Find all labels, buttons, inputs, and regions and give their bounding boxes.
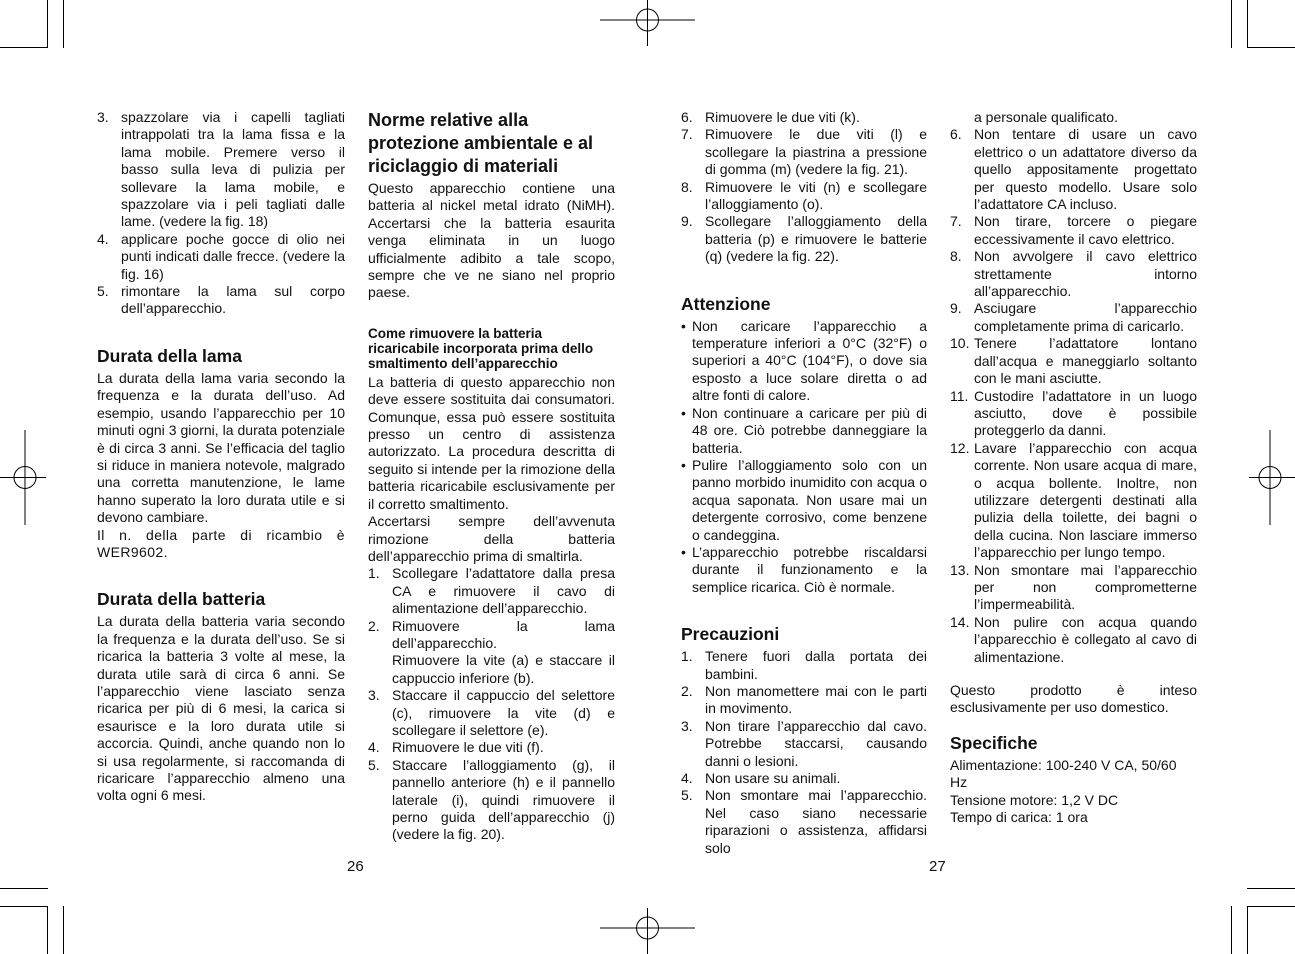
page-number: 27 xyxy=(929,858,946,875)
list-item: 9. Asciugare l’apparecchio completamente prima di caricarlo. xyxy=(950,300,1197,334)
battery-removal-steps-continued xyxy=(681,109,927,266)
list-item: 4. applicare poche gocce di olio nei punti indicati dalle frecce. (vedere la fig. 16) xyxy=(97,230,345,282)
crop-mark xyxy=(1247,47,1295,48)
list-item: 10. Tenere l’adattatore lontano dall’acqua e maneggiarlo soltanto con le mani asciutte. xyxy=(950,335,1197,387)
list-item: • Non continuare a caricare per più di 48 ore. Ciò potrebbe danneggiare la batteria. xyxy=(681,404,927,456)
page-27-column-1 xyxy=(681,109,927,857)
list-item: 7. Rimuovere le due viti (l) e scollegare la piastrina a pressione di gomma (m) (vedere la fig. 21). xyxy=(681,126,927,178)
list-item-continued: a personale qualificato. xyxy=(974,109,1118,125)
battery-removal-steps xyxy=(368,565,615,844)
spec-line: Tensione motore: 1,2 V DC xyxy=(950,791,1119,808)
list-item: 3. spazzolare via i capelli tagliati intrappolati tra la lama fissa e la lama mobile. Premere verso il basso sulla leva di pulizia per sollevare la lama mobile, e spazzolare via i peli tagliati dalle lame. (vedere la fig. 18) xyxy=(97,109,345,230)
list-item: 3. Staccare il cappuccio del selettore (c), rimuovere la vite (d) e scollegare il selettore (e). xyxy=(368,687,615,738)
list-item: 5. rimontare la lama sul corpo dell’apparecchio. xyxy=(97,283,345,317)
list-item: 5. Non smontare mai l’apparecchio. Nel caso siano necessarie riparazioni o assistenza, affidarsi solo xyxy=(681,787,927,856)
page-26-column-1 xyxy=(97,109,345,805)
section-heading: Specifiche xyxy=(950,732,1038,753)
list-item: • Pulire l’alloggiamento solo con un panno morbido inumidito con acqua o acqua saponata. Non usare mai un detergente corrosivo, come benzene o candeggina. xyxy=(681,456,927,543)
paragraph: Accertarsi sempre dell’avvenuta rimozione della batteria dell’apparecchio prima di smaltirla. xyxy=(368,513,615,564)
registration-mark-icon xyxy=(0,430,48,525)
registration-mark-icon xyxy=(600,906,695,954)
list-item: • Non caricare l’apparecchio a temperature inferiori a 0°C (32°F) o superiori a 40°C (104°F), o dove sia esposto a luce solare diretta o ad altre fonti di calore. xyxy=(681,317,927,404)
paragraph: La durata della batteria varia secondo la frequenza e la durata dell’uso. Se si ricarica la batteria 3 volte al mese, la durata utile sarà di circa 6 anni. Se l’apparecchio viene lasciato senza ricarica per più di 6 mesi, la carica si esaurisce e la loro durata utile si accorcia. Quindi, anche quando non lo si usa regolarmente, si raccomanda di ricaricare l’apparecchio almeno una volta ogni 6 mesi. xyxy=(97,613,345,804)
bullet-icon: • xyxy=(681,456,686,473)
crop-mark xyxy=(47,0,48,48)
crop-mark xyxy=(1231,906,1232,954)
page-number: 26 xyxy=(347,858,364,875)
paragraph: Questo apparecchio contiene una batteria al nickel metal idrato (NiMH). Accertarsi che la batteria esaurita venga eliminata in un luogo ufficialmente adibito a tale scopo, sempre che ve ne siano nel proprio paese. xyxy=(368,180,615,301)
crop-mark xyxy=(63,906,64,954)
crop-mark xyxy=(0,47,48,48)
cleaning-steps-list xyxy=(97,109,345,318)
list-item: 6. Rimuovere le due viti (k). xyxy=(681,109,860,125)
list-item: 13. Non smontare mai l’apparecchio per non comprometterne l’impermeabilità. xyxy=(950,561,1197,613)
list-item: 5. Staccare l’alloggiamento (g), il pannello anteriore (h) e il pannello laterale (i), quindi rimuovere il perno guida dell’apparecchio (j) (vedere la fig. 20). xyxy=(368,756,615,843)
crop-mark xyxy=(63,0,64,48)
list-item: 9. Scollegare l’alloggiamento della batteria (p) e rimuovere le batterie (q) (vedere la fig. 22). xyxy=(681,213,927,265)
section-heading: Precauzioni xyxy=(681,624,780,645)
paragraph: La batteria di questo apparecchio non deve essere sostituita dai consumatori. Comunque, essa può essere sostituita presso un centro di assistenza autorizzato. La procedura descritta di seguito si intende per la rimozione della batteria ricaricabile esclusivamente per il corretto smaltimento. xyxy=(368,373,615,512)
spec-line: Alimentazione: 100-240 V CA, 50/60 Hz xyxy=(950,756,1177,791)
paragraph: Questo prodotto è inteso esclusivamente per uso domestico. xyxy=(950,682,1197,716)
page-26-column-2 xyxy=(368,109,615,844)
list-item: 4. Rimuovere le due viti (f). xyxy=(368,739,544,756)
list-item: 2. Rimuovere la lama dell’apparecchio. Rimuovere la vite (a) e staccare il cappuccio inferiore (b). xyxy=(368,617,615,686)
section-heading: Norme relative alla protezione ambientale e al riciclaggio di materiali xyxy=(368,110,594,176)
list-item: 7. Non tirare, torcere o piegare eccessivamente il cavo elettrico. xyxy=(950,213,1197,247)
attention-bullets xyxy=(681,318,927,597)
list-item: 8. Rimuovere le viti (n) e scollegare l’alloggiamento (o). xyxy=(681,178,927,213)
page-27-column-2 xyxy=(950,109,1197,826)
crop-mark xyxy=(1231,0,1232,48)
bullet-icon: • xyxy=(681,543,686,560)
list-item: 11. Custodire l’adattatore in un luogo asciutto, dove è possibile proteggerlo da danni. xyxy=(950,387,1197,439)
bullet-icon: • xyxy=(681,404,686,421)
registration-mark-icon xyxy=(600,0,695,48)
list-item: 8. Non avvolgere il cavo elettrico strettamente intorno all’apparecchio. xyxy=(950,248,1197,300)
list-item: 14. Non pulire con acqua quando l’apparecchio è collegato al cavo di alimentazione. xyxy=(950,613,1197,665)
list-item: 4. Non usare su animali. xyxy=(681,770,841,786)
section-heading: Durata della batteria xyxy=(97,589,266,610)
spec-line: Tempo di carica: 1 ora xyxy=(950,809,1088,826)
subsection-heading: Come rimuovere la batteria ricaricabile incorporata prima dello smaltimento dell’apparecchio xyxy=(368,325,594,371)
crop-mark xyxy=(1247,906,1248,954)
crop-mark xyxy=(0,888,48,889)
list-item: • L’apparecchio potrebbe riscaldarsi durante il funzionamento e la semplice ricarica. Ciò è normale. xyxy=(681,543,927,595)
precautions-list xyxy=(681,648,927,857)
paragraph: Il n. della parte di ricambio è WER9602. xyxy=(97,526,345,560)
list-item: 3. Non tirare l’apparecchio dal cavo. Potrebbe staccarsi, causando danni o lesioni. xyxy=(681,717,927,769)
section-heading: Attenzione xyxy=(681,293,771,314)
section-heading: Durata della lama xyxy=(97,345,242,366)
list-item: 6. Non tentare di usare un cavo elettrico o un adattatore diverso da quello appositamente progettato per questo modello. Usare solo l’adattatore CA incluso. xyxy=(950,126,1197,213)
list-item: 2. Non manomettere mai con le parti in movimento. xyxy=(681,682,927,717)
list-item: 12. Lavare l’apparecchio con acqua corrente. Non usare acqua di mare, o acqua bollente. Inoltre, non utilizzare detergenti destinati alla pulizia della toilette, dei bagni o della cucina. Non lasciare immerso l’apparecchio per lungo tempo. xyxy=(950,439,1197,561)
list-item: 1. Scollegare l’adattatore dalla presa CA e rimuovere il cavo di alimentazione dell’apparecchio. xyxy=(368,565,615,617)
paragraph: La durata della lama varia secondo la frequenza e la durata dell’uso. Ad esempio, usando l’apparecchio per 10 minuti ogni 3 giorni, la durata potenziale è di circa 3 anni. Se l’efficacia del taglio si riduce in maniera notevole, malgrado una corretta manutenzione, le lame hanno superato la loro durata utile e si devono cambiare. xyxy=(97,369,345,526)
crop-mark xyxy=(1247,0,1248,48)
crop-mark xyxy=(1247,888,1295,889)
crop-mark xyxy=(47,906,48,954)
precautions-list-continued xyxy=(950,126,1197,666)
registration-mark-icon xyxy=(1247,430,1295,525)
bullet-icon: • xyxy=(681,317,686,334)
crop-mark xyxy=(0,906,48,907)
crop-mark xyxy=(1247,906,1295,907)
list-item: 1. Tenere fuori dalla portata dei bambini. xyxy=(681,648,927,682)
